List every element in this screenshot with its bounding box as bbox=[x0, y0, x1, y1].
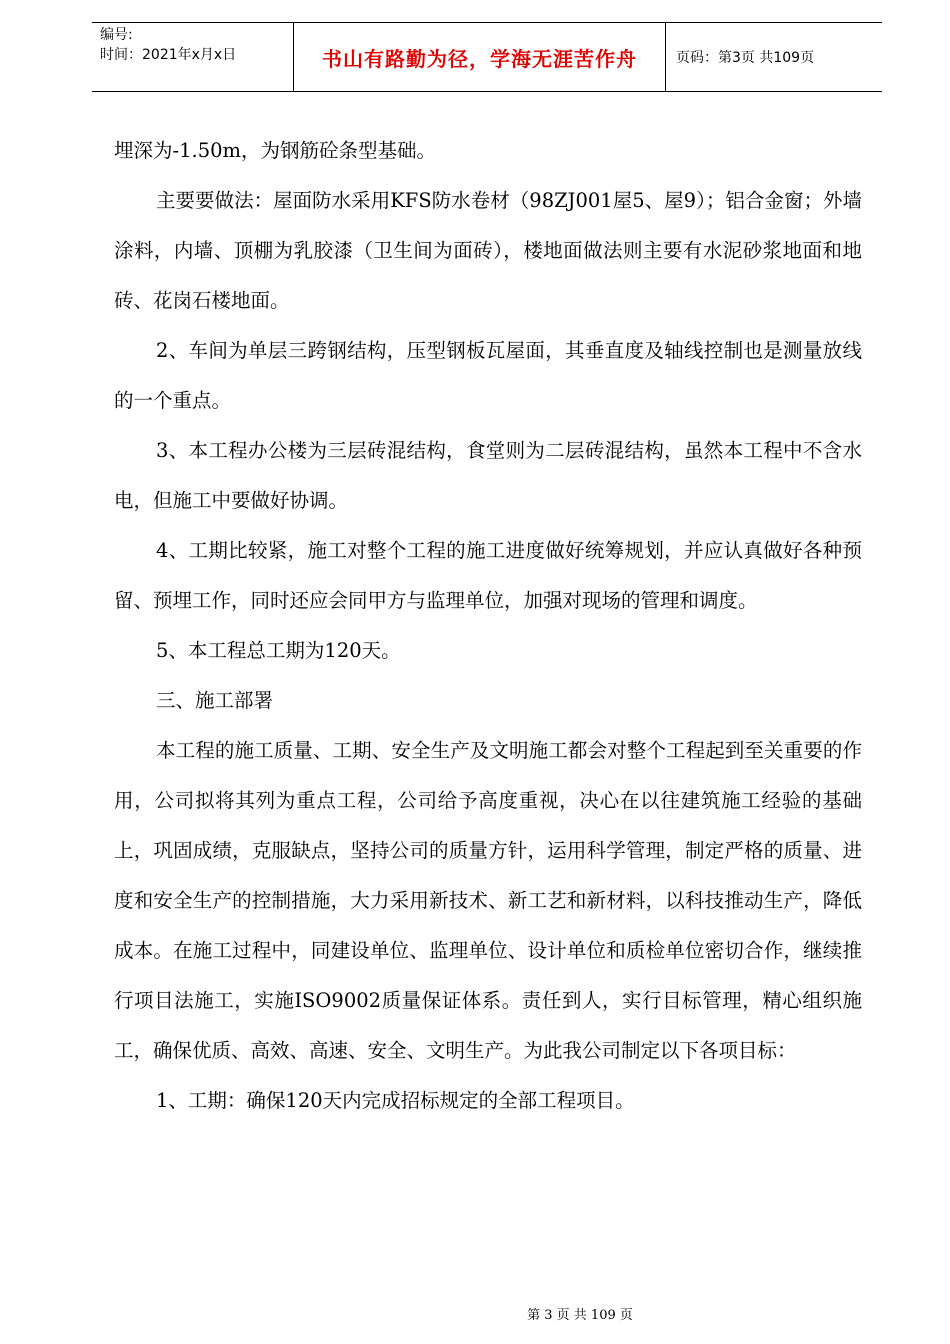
paragraph-goal-1: 1、工期：确保120天内完成招标规定的全部工程项目。 bbox=[156, 1089, 635, 1112]
paragraph-continuation: 埋深为-1.50m，为钢筋砼条型基础。 bbox=[114, 139, 436, 162]
doc-time-label: 时间：2021年x月x日 bbox=[100, 47, 237, 63]
section-heading: 三、施工部署 bbox=[156, 689, 274, 712]
page-footer: 第 3 页 共 109 页 bbox=[527, 1308, 633, 1323]
paragraph-item-2: 2、车间为单层三跨钢结构，压型钢板瓦屋面，其垂直度及轴线控制也是测量放线的一个重点。 bbox=[114, 339, 862, 412]
header-page-cell bbox=[666, 23, 882, 91]
paragraph-item-3: 3、本工程办公楼为三层砖混结构，食堂则为二层砖混结构，虽然本工程中不含水电，但施工中要做好协调。 bbox=[114, 439, 862, 512]
paragraph-main-methods: 主要要做法：屋面防水采用KFS防水卷材（98ZJ001屋5、屋9）；铝合金窗；外墙涂料，内墙、顶棚为乳胶漆（卫生间为面砖），楼地面做法则主要有水泥砂浆地面和地砖、花岗石楼地面。 bbox=[114, 189, 862, 312]
header-motto: 书山有路勤为径，学海无涯苦作舟 bbox=[322, 46, 637, 71]
paragraph-item-5: 5、本工程总工期为120天。 bbox=[156, 639, 401, 662]
doc-number-label: 编号: bbox=[100, 27, 133, 43]
page-header bbox=[92, 22, 882, 92]
header-meta-cell bbox=[92, 23, 294, 91]
paragraph-deployment: 本工程的施工质量、工期、安全生产及文明施工都会对整个工程起到至关重要的作用，公司拟将其列为重点工程，公司给予高度重视，决心在以往建筑施工经验的基础上，巩固成绩，克服缺点，坚持公司的质量方针，运用科学管理，制定严格的质量、进度和安全生产的控制措施，大力采用新技术、新工艺和新材料，以科技推动生产，降低成本。在施工过程中，同建设单位、监理单位、设计单位和质检单位密切合作，继续推行项目法施工，实施ISO9002质量保证体系。责任到人，实行目标管理，精心组织施工，确保优质、高效、高速、安全、文明生产。为此我公司制定以下各项目标： bbox=[114, 739, 862, 1062]
header-page-info: 页码：第3页 共109页 bbox=[676, 50, 815, 66]
document-body bbox=[114, 126, 862, 1126]
paragraph-item-4: 4、工期比较紧，施工对整个工程的施工进度做好统筹规划，并应认真做好各种预留、预埋工作，同时还应会同甲方与监理单位，加强对现场的管理和调度。 bbox=[114, 539, 862, 612]
header-motto-cell bbox=[294, 23, 666, 91]
